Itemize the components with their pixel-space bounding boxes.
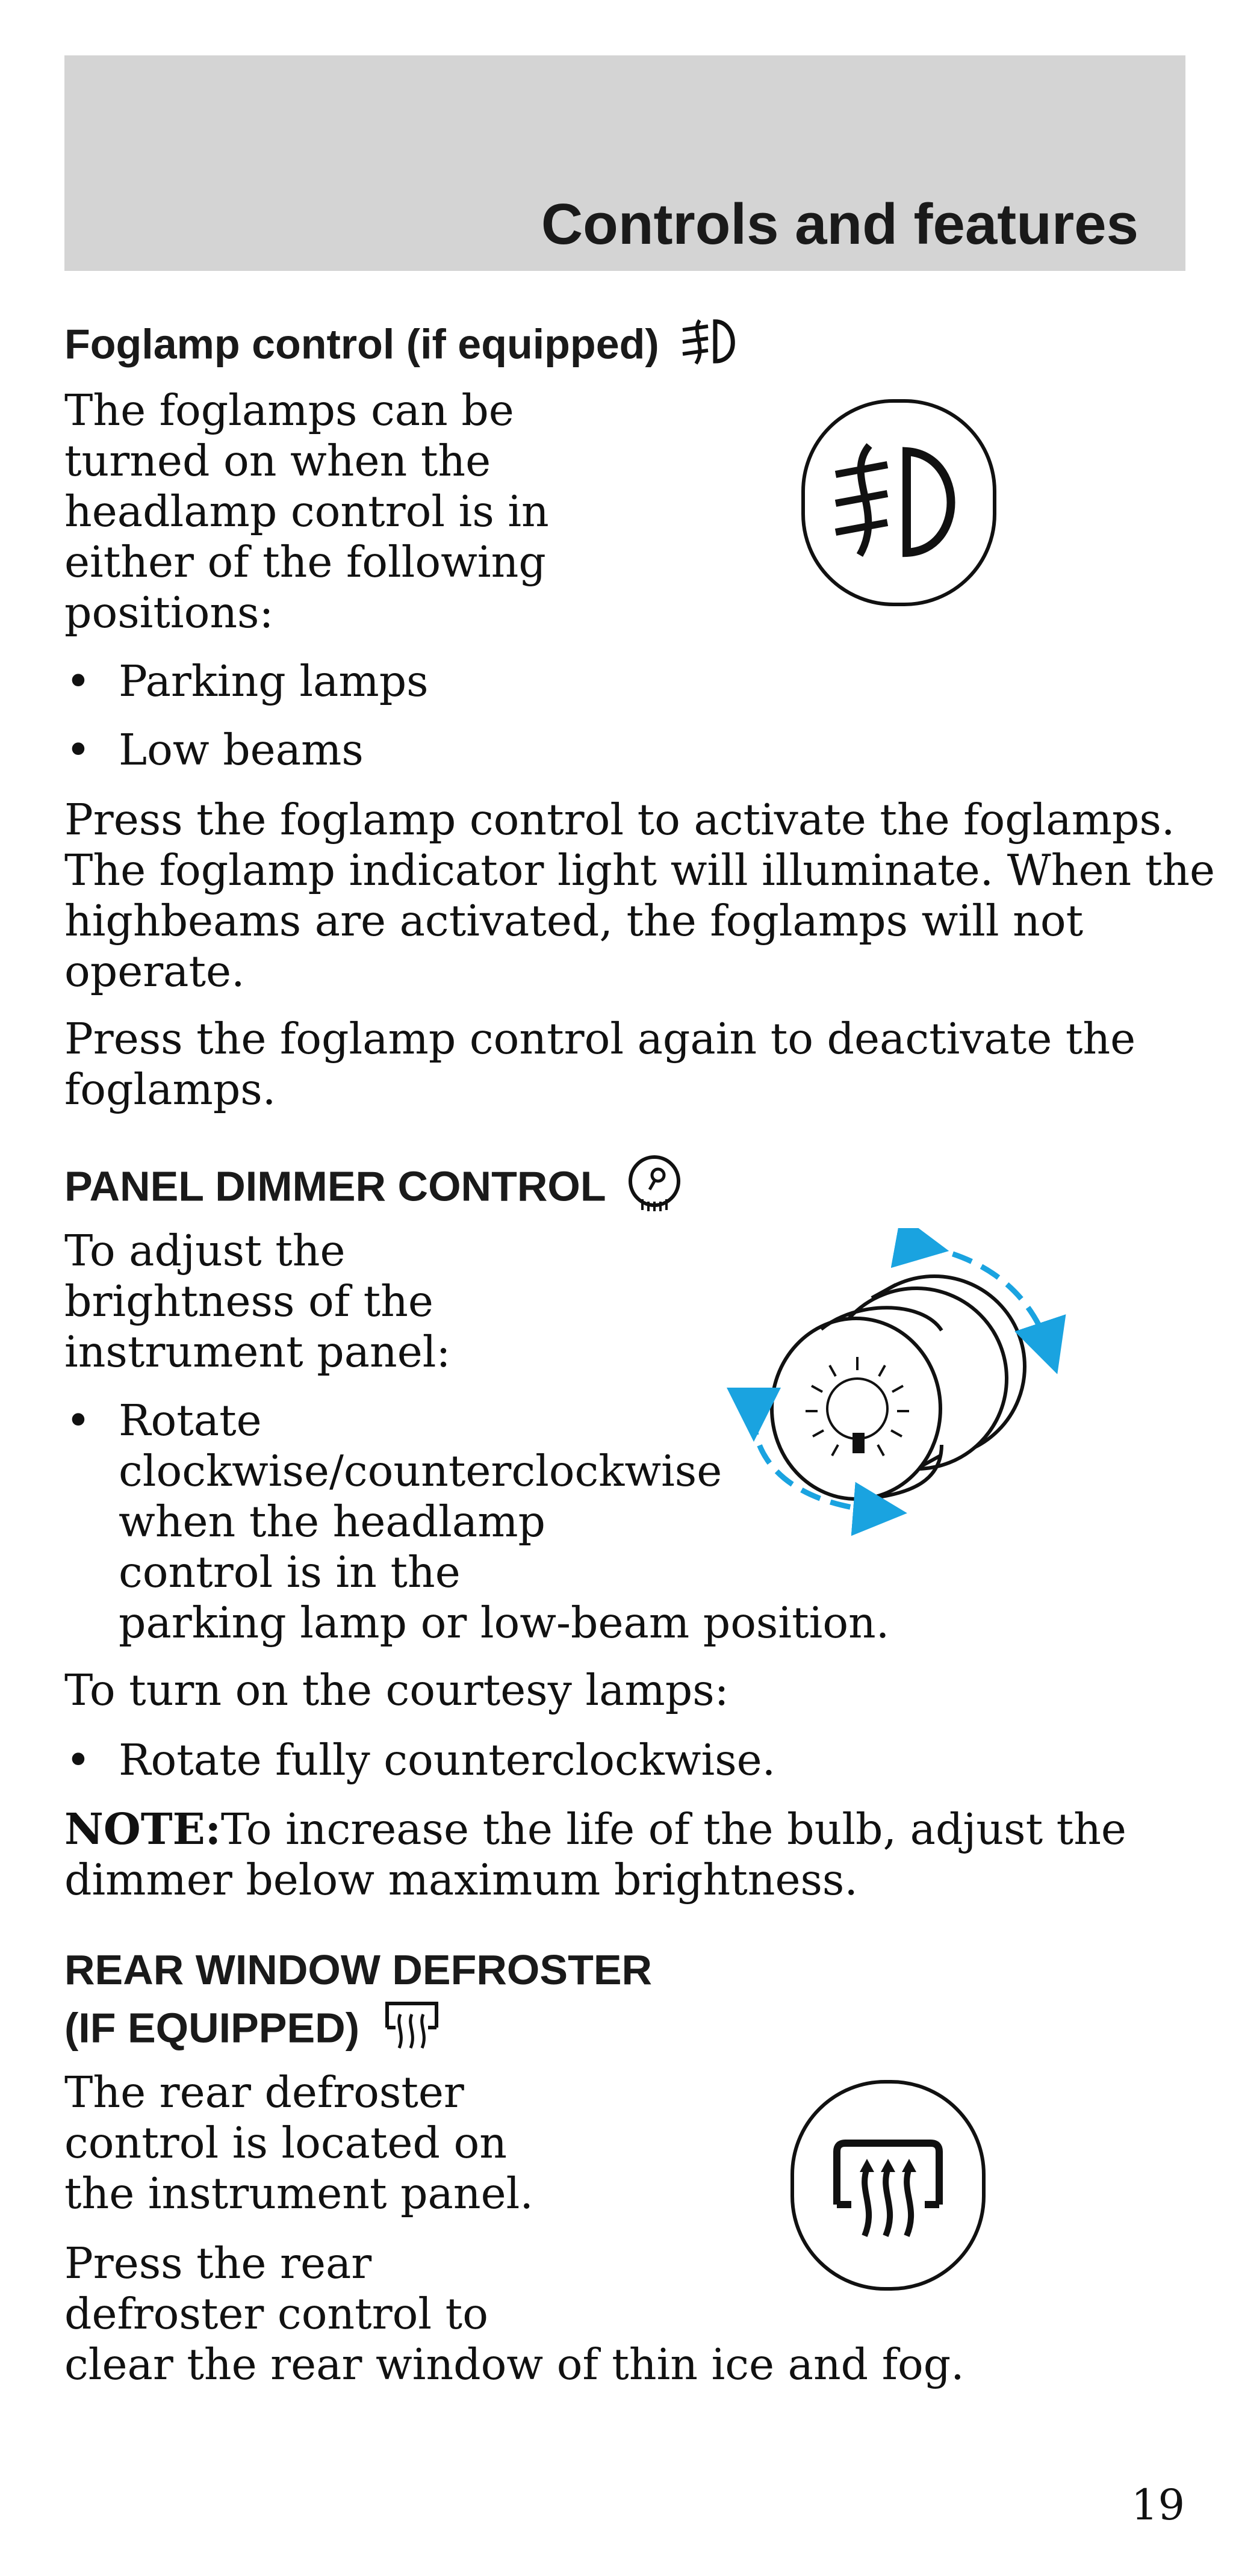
text-line: when the headlamp — [119, 1497, 545, 1547]
dimmer-note — [64, 1804, 1126, 1905]
text-line: The foglamps can be — [64, 385, 514, 435]
foglamp-button-figure — [800, 397, 998, 610]
text-line: To turn on the courtesy lamps: — [64, 1665, 729, 1715]
text-line: either of the following — [64, 537, 546, 587]
text-line: turned on when the — [64, 436, 491, 486]
panel-dimmer-icon — [624, 1153, 685, 1226]
foglamp-paragraph-2 — [64, 1014, 1135, 1115]
defroster-paragraph-2 — [64, 2238, 964, 2390]
text-line: The foglamp indicator light will illuminate. When the — [64, 845, 1216, 895]
text-line: Press the foglamp control to activate the foglamps. — [64, 795, 1175, 845]
bullet-text: Parking lamps — [119, 656, 429, 706]
bullet-text: Low beams — [119, 725, 364, 775]
text-line: the instrument panel. — [64, 2168, 533, 2218]
text-line: control is in the — [119, 1547, 461, 1597]
bullet-dot: • — [66, 725, 91, 775]
text-line: instrument panel: — [64, 1327, 451, 1377]
bullet-dot: • — [66, 1395, 91, 1445]
text-line: defroster control to — [64, 2289, 488, 2339]
text-line: clockwise/counterclockwise — [119, 1446, 722, 1496]
text-line: To adjust the — [64, 1226, 346, 1276]
foglamp-heading-text: Foglamp control (if equipped) — [64, 320, 659, 368]
text-line: dimmer below maximum brightness. — [64, 1855, 858, 1905]
text-line: brightness of the — [64, 1276, 433, 1326]
page-number: 19 — [1131, 2480, 1185, 2530]
panel-dimmer-heading — [64, 1153, 685, 1226]
text-line: highbeams are activated, the foglamps will not — [64, 896, 1084, 946]
dimmer-intro — [64, 1226, 450, 1377]
foglamp-paragraph-1 — [64, 795, 1215, 997]
text-line: parking lamp or low-beam position. — [119, 1598, 890, 1648]
text-line: control is located on — [64, 2118, 508, 2168]
bullet-text: Rotate fully counterclockwise. — [119, 1735, 776, 1785]
text-line: operate. — [64, 946, 245, 996]
bullet-text — [119, 1395, 889, 1648]
text-line: Press the rear — [64, 2238, 372, 2288]
text-line: clear the rear window of thin ice and fog. — [64, 2339, 964, 2389]
text-line: headlamp control is in — [64, 486, 549, 536]
courtesy-intro — [64, 1665, 729, 1716]
foglamp-heading — [64, 314, 744, 380]
defroster-heading-line: REAR WINDOW DEFROSTER — [64, 1946, 653, 1993]
foglamp-intro — [64, 385, 549, 638]
bullet-dot: • — [66, 1735, 91, 1785]
defroster-heading-text: (IF EQUIPPED) — [64, 2004, 360, 2052]
page-title: Controls and features — [541, 192, 1138, 256]
text-line: foglamps. — [64, 1064, 276, 1114]
text-line — [64, 1804, 1126, 1855]
rear-defroster-icon — [379, 1996, 445, 2066]
note-text: To increase the life of the bulb, adjust the — [220, 1804, 1126, 1854]
text-line: positions: — [64, 588, 274, 638]
foglamp-icon — [678, 314, 744, 380]
text-line: Rotate — [119, 1395, 262, 1445]
bullet-dot: • — [66, 656, 91, 706]
text-line: Press the foglamp control again to deactivate the — [64, 1014, 1136, 1064]
defroster-paragraph-1 — [64, 2067, 533, 2219]
defroster-heading — [64, 1943, 652, 2066]
note-label: NOTE: — [64, 1804, 221, 1854]
panel-dimmer-heading-text: PANEL DIMMER CONTROL — [64, 1162, 606, 1210]
defroster-heading-line — [64, 1996, 652, 2066]
header-band — [64, 55, 1185, 271]
text-line: The rear defroster — [64, 2067, 464, 2117]
